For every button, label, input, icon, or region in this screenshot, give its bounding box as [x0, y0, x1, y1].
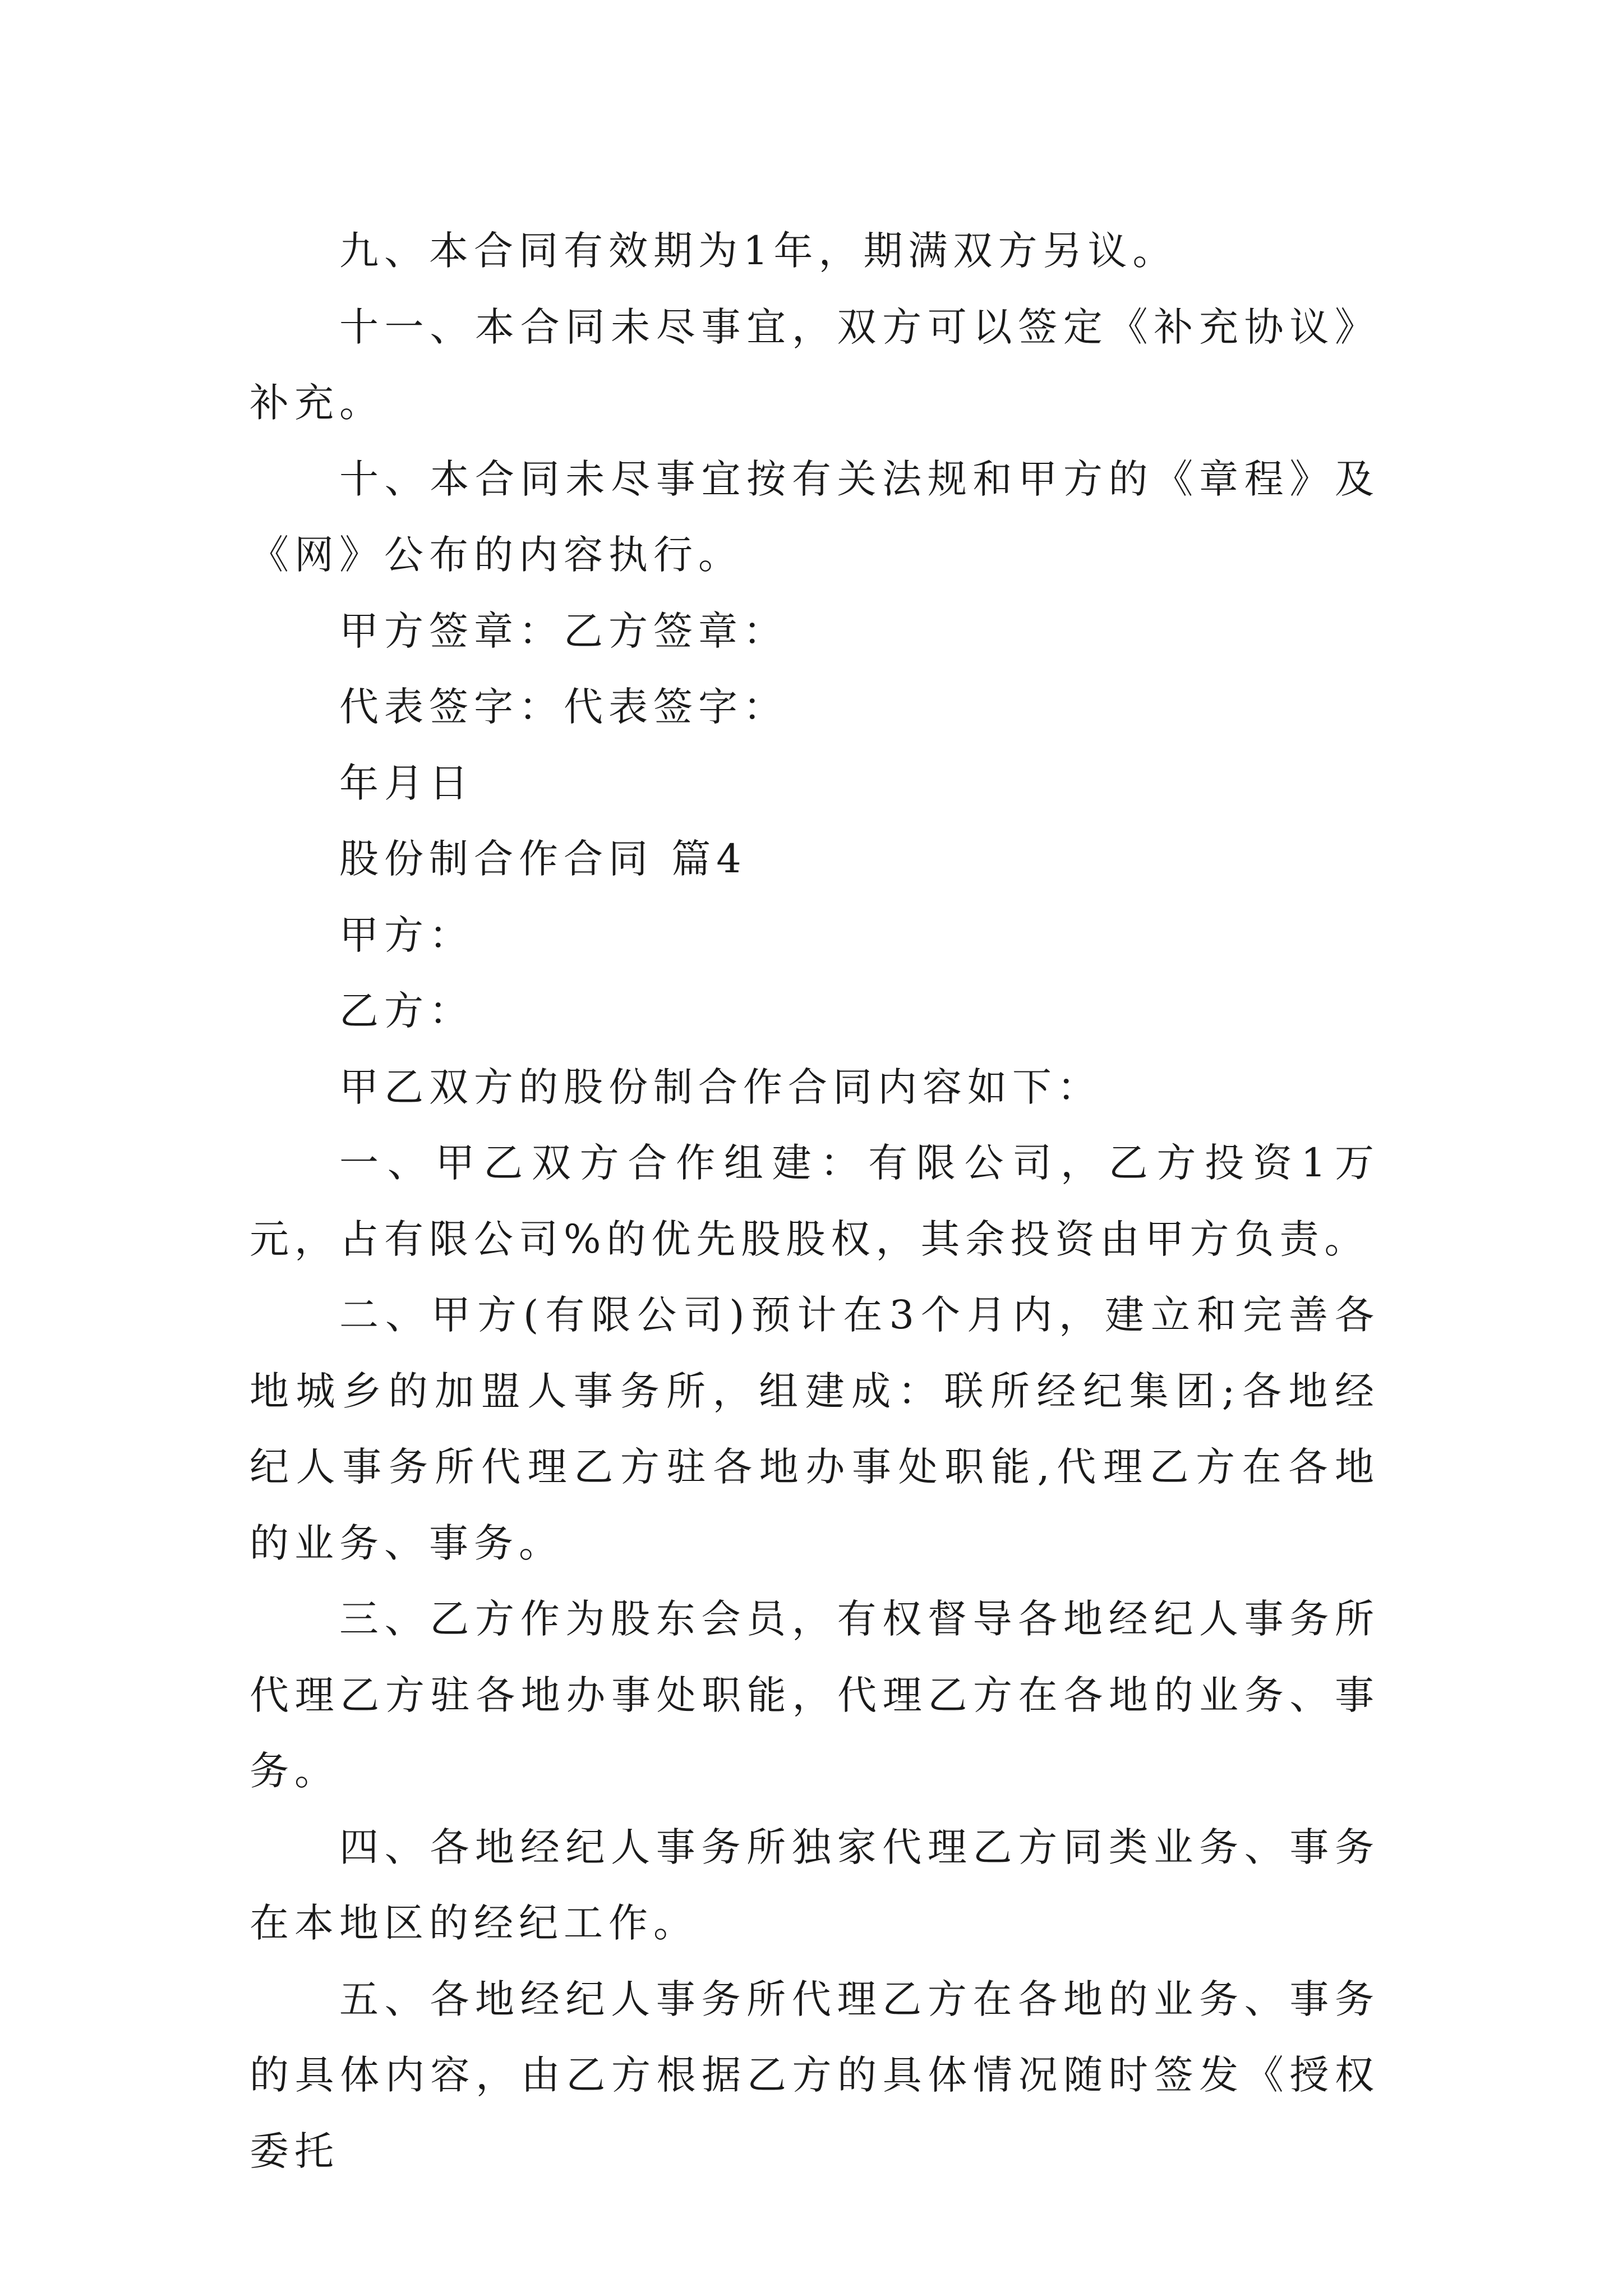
paragraph-clause-4: 四、各地经纪人事务所独家代理乙方同类业务、事务在本地区的经纪工作。 [250, 1824, 1380, 1946]
paragraph-clause-1: 一、甲乙双方合作组建：有限公司，乙方投资1万元，占有限公司%的优先股股权，其余投资由甲方负责。 [250, 1140, 1380, 1262]
paragraph-clause-2: 二、甲方(有限公司)预计在3个月内，建立和完善各地城乡的加盟人事务所，组建成：联所经纪集团;各地经纪人事务所代理乙方驻各地办事处职能,代理乙方在各地的业务、事务。 [250, 1292, 1380, 1566]
paragraph-clause-11: 十一、本合同未尽事宜，双方可以签定《补充协议》补充。 [250, 303, 1380, 426]
paragraph-clause-3: 三、乙方作为股东会员，有权督导各地经纪人事务所代理乙方驻各地办事处职能，代理乙方在各地的业务、事务。 [250, 1596, 1380, 1794]
party-a-line: 甲方： [339, 912, 474, 958]
section-heading: 股份制合作合同 篇4 [339, 836, 747, 882]
party-b-line: 乙方： [339, 988, 474, 1034]
signature-line-representative: 代表签字：代表签字： [339, 684, 788, 730]
contract-intro: 甲乙双方的股份制合作合同内容如下： [339, 1064, 1102, 1110]
date-line: 年月日 [339, 760, 474, 806]
document-body [250, 213, 1380, 2189]
paragraph-clause-9: 九、本合同有效期为1年，期满双方另议。 [339, 228, 1178, 274]
paragraph-clause-5: 五、各地经纪人事务所代理乙方在各地的业务、事务的具体内容，由乙方根据乙方的具体情况随时签发《授权委托 [250, 1976, 1380, 2174]
paragraph-clause-10: 十、本合同未尽事宜按有关法规和甲方的《章程》及《网》公布的内容执行。 [250, 455, 1380, 578]
signature-line-seal: 甲方签章：乙方签章： [339, 608, 788, 654]
